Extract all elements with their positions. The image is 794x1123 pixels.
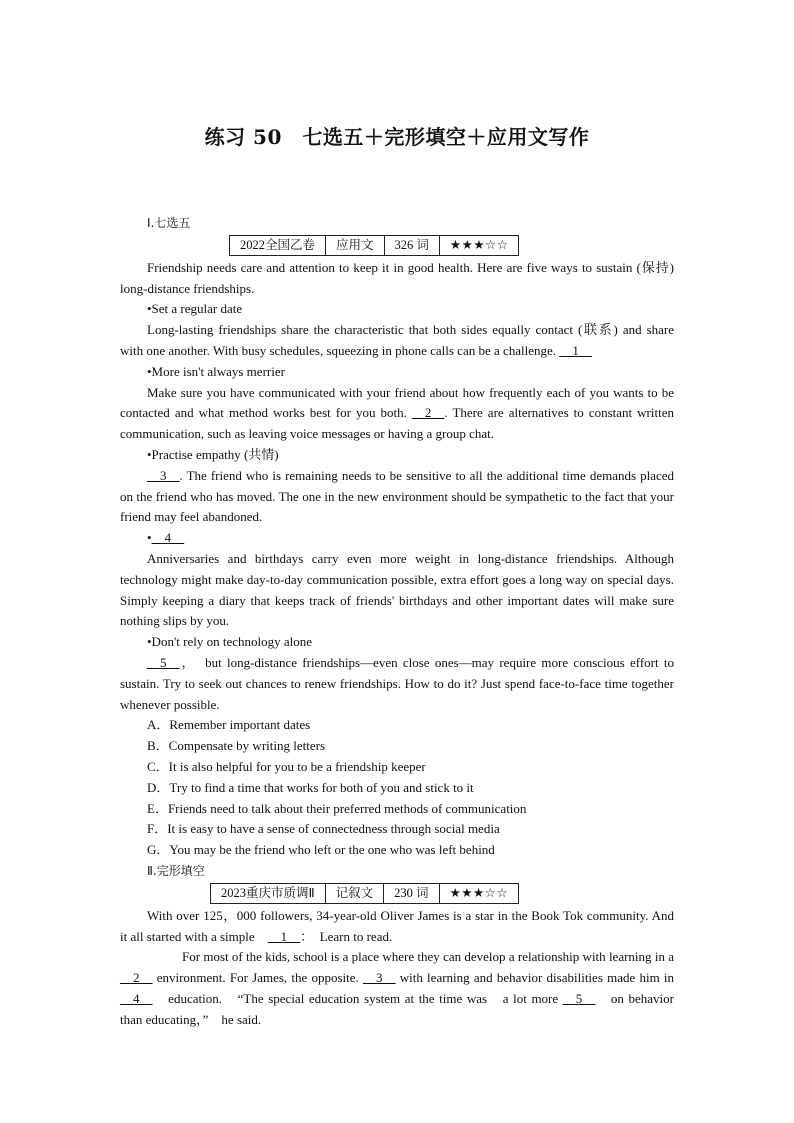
- info-genre: 应用文: [326, 235, 385, 255]
- section-heading-cloze: Ⅱ.完形填空: [147, 863, 205, 878]
- paragraph: [120, 947, 674, 1030]
- option-g: G．You may be the friend who left or the one who was left behind: [147, 842, 495, 858]
- answer-blank[interactable]: __4__: [151, 530, 185, 546]
- option-e: E．Friends need to talk about their preferred methods of communication: [147, 800, 527, 816]
- answer-blank[interactable]: __5__: [562, 990, 596, 1006]
- subheading: •Practise empathy (共情): [147, 446, 279, 462]
- option-c: C．It is also helpful for you to be a friendship keeper: [147, 758, 426, 774]
- subheading: •Set a regular date: [147, 301, 243, 317]
- paragraph-text: . There are alternatives to constant written communication, such as leaving voice messages or having a group chat.: [120, 405, 674, 442]
- info-genre: 记叙文: [325, 883, 384, 903]
- paragraph: Anniversaries and birthdays carry even more weight in long-distance friendships. Although technology might make day-to-day communication possible, extra effort goes a long way on special days. Simply keeping a diary that keeps track of friends' birthdays and other important dates will make sure nothing slips by you.: [120, 550, 674, 629]
- paragraph: [120, 906, 674, 948]
- info-difficulty-stars: ★★★☆☆: [439, 235, 519, 255]
- paragraph-text: For most of the kids, school is a place where they can develop a relationship with learning in a: [182, 949, 674, 965]
- info-word-count: 230 词: [384, 883, 439, 903]
- paragraph-text: ： Learn to read.: [300, 928, 393, 944]
- paragraph-text: ， but long-distance friendships—even close ones—may require more conscious effort to sustain. Try to seek out chances to renew friendships. How to do it? Just spend face-to-face time together whenever possible.: [120, 654, 674, 712]
- subheading: [120, 528, 674, 549]
- answer-blank[interactable]: __3__: [147, 467, 180, 483]
- bullet: •: [147, 530, 152, 546]
- paragraph-text: environment. For James, the opposite.: [152, 970, 364, 986]
- paragraph-text: Make sure you have communicated with your friend about how frequently each of you wants to be contacted and what method works best for you both.: [120, 384, 674, 421]
- answer-blank[interactable]: __1__: [267, 928, 301, 944]
- answer-blank[interactable]: __2__: [411, 405, 445, 421]
- paragraph: Friendship needs care and attention to keep it in good health. Here are five ways to sustain (保持) long-distance friendships.: [120, 259, 674, 296]
- subheading: •Don't rely on technology alone: [147, 634, 313, 650]
- page-title: 练习 50 七选五＋完形填空＋应用文写作: [204, 125, 590, 149]
- option-b: B．Compensate by writing letters: [147, 738, 326, 754]
- answer-blank[interactable]: __4__: [120, 990, 153, 1006]
- subheading: •More isn't always merrier: [147, 363, 285, 379]
- option-d: D．Try to find a time that works for both of you and stick to it: [147, 779, 474, 795]
- paragraph-text: on behavior than educating，” he said.: [120, 990, 675, 1027]
- paragraph-text: Long-lasting friendships share the characteristic that both sides equally contact (联系) and share with one another. With busy schedules, squeezing in phone calls can be a challenge.: [120, 322, 674, 358]
- section-heading-seven-choose-five: Ⅰ.七选五: [147, 216, 191, 230]
- passage-info-table: [210, 883, 519, 904]
- answer-blank[interactable]: __1__: [559, 342, 592, 358]
- passage-info-table: [229, 235, 519, 256]
- paragraph: [120, 466, 674, 528]
- info-source: 2022全国乙卷: [230, 235, 326, 255]
- paragraph: [120, 383, 674, 445]
- answer-blank[interactable]: __3__: [363, 970, 396, 986]
- paragraph: [120, 653, 674, 715]
- paragraph-text: education. “The special education system at the time was a lot more: [152, 990, 563, 1006]
- document-body: [120, 213, 674, 1030]
- option-a: A．Remember important dates: [147, 717, 311, 733]
- paragraph-text: . The friend who is remaining needs to be sensitive to all the additional time demands placed on the friend who has moved. The one in the new environment should be sympathetic to the fact that your friend may feel abandoned.: [120, 467, 674, 525]
- info-source: 2023重庆市质调Ⅱ: [211, 883, 326, 903]
- paragraph-text: With over 125，000 followers, 34-year-old Oliver James is a star in the Book Tok community. And it all started with a simple: [120, 907, 674, 944]
- paragraph: [120, 320, 674, 362]
- answer-blank[interactable]: __2__: [120, 970, 153, 986]
- option-f: F．It is easy to have a sense of connectedness through social media: [147, 821, 500, 837]
- info-word-count: 326 词: [384, 235, 439, 255]
- answer-blank[interactable]: __5__: [147, 654, 180, 670]
- info-difficulty-stars: ★★★☆☆: [439, 883, 519, 903]
- paragraph-text: with learning and behavior disabilities made him in: [395, 970, 675, 986]
